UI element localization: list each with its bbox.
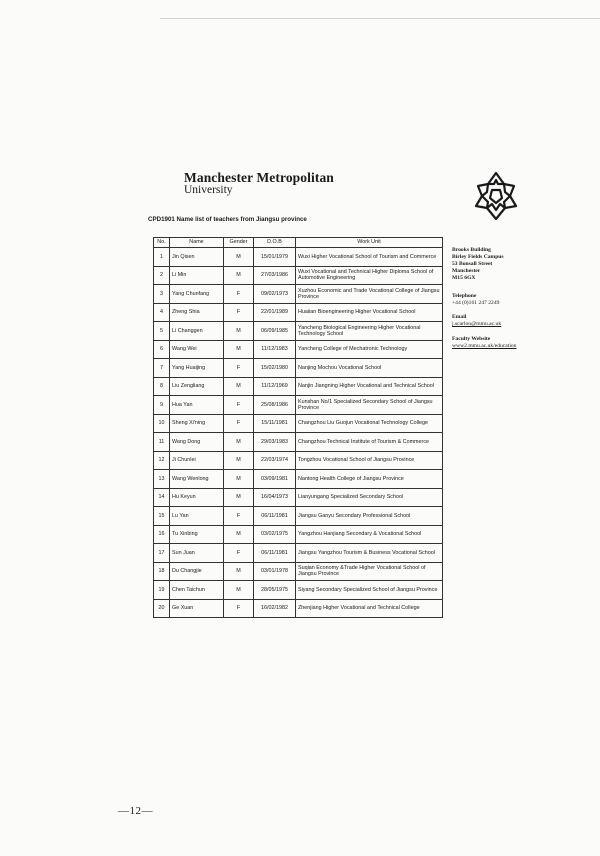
cell-dob: 11/12/1969 (254, 377, 296, 396)
cell-dob: 27/03/1986 (254, 266, 296, 285)
logo-line-1: Manchester Metropolitan (184, 170, 334, 185)
cell-no: 14 (154, 488, 170, 507)
address-block (452, 247, 504, 282)
cell-gender: F (224, 414, 254, 433)
table-row (154, 340, 443, 359)
cell-no: 19 (154, 581, 170, 600)
cell-no: 6 (154, 340, 170, 359)
university-crest-icon (470, 170, 522, 222)
cell-no: 1 (154, 248, 170, 267)
cell-dob: 03/01/1978 (254, 562, 296, 581)
cell-dob: 22/01/1989 (254, 303, 296, 322)
cell-name: Zheng Shia (170, 303, 224, 322)
telephone-label: Telephone (452, 293, 477, 299)
table-row (154, 266, 443, 285)
table-row (154, 359, 443, 378)
table-row (154, 433, 443, 452)
cell-gender: M (224, 377, 254, 396)
cell-gender: M (224, 266, 254, 285)
document-title: CPD1901 Name list of teachers from Jiangsu province (148, 216, 307, 223)
cell-name: Li Min (170, 266, 224, 285)
cell-dob: 29/03/1983 (254, 433, 296, 452)
cell-work-unit: Yancheng Biological Engineering Higher Vocational Technology School (296, 322, 443, 341)
cell-gender: M (224, 433, 254, 452)
cell-dob: 16/02/1982 (254, 599, 296, 618)
address-line: 53 Bonsall Street (452, 260, 493, 267)
table-header-row (154, 238, 443, 248)
cell-name: Li Changgen (170, 322, 224, 341)
table-row (154, 396, 443, 415)
cell-no: 5 (154, 322, 170, 341)
header-no: No. (154, 238, 170, 248)
table-row (154, 285, 443, 304)
cell-name: Tu Xinbing (170, 525, 224, 544)
cell-no: 20 (154, 599, 170, 618)
table-row (154, 248, 443, 267)
header-name: Name (170, 238, 224, 248)
cell-work-unit: Nanjin Jiangning Higher Vocational and Technical School (296, 377, 443, 396)
teachers-table (153, 237, 443, 618)
cell-dob: 03/09/1981 (254, 470, 296, 489)
cell-gender: F (224, 507, 254, 526)
cell-name: Chen Taichun (170, 581, 224, 600)
cell-no: 7 (154, 359, 170, 378)
cell-work-unit: Jiangsu Ganyu Secondary Professional School (296, 507, 443, 526)
cell-no: 13 (154, 470, 170, 489)
page-number: —12— (118, 805, 153, 817)
email-block (452, 314, 501, 328)
email-link[interactable]: j.scarlon@mmu.ac.uk (452, 320, 502, 327)
cell-gender: M (224, 581, 254, 600)
cell-gender: F (224, 359, 254, 378)
cell-gender: M (224, 451, 254, 470)
cell-no: 8 (154, 377, 170, 396)
cell-name: Yang Chunfang (170, 285, 224, 304)
cell-gender: F (224, 544, 254, 563)
cell-dob: 03/02/1975 (254, 525, 296, 544)
cell-gender: M (224, 470, 254, 489)
table-row (154, 507, 443, 526)
cell-name: Sun Juan (170, 544, 224, 563)
table-row (154, 562, 443, 581)
cell-name: Liu Zengliang (170, 377, 224, 396)
cell-dob: 28/05/1975 (254, 581, 296, 600)
cell-gender: M (224, 488, 254, 507)
cell-no: 17 (154, 544, 170, 563)
cell-work-unit: Xuzhou Economic and Trade Vocational College of Jiangsu Province (296, 285, 443, 304)
cell-name: Wang Dong (170, 433, 224, 452)
table-row (154, 414, 443, 433)
cell-no: 12 (154, 451, 170, 470)
cell-no: 4 (154, 303, 170, 322)
cell-no: 18 (154, 562, 170, 581)
cell-gender: F (224, 396, 254, 415)
table-row (154, 377, 443, 396)
cell-work-unit: Nantong Health College of Jiangsu Province (296, 470, 443, 489)
cell-work-unit: Jiangsu Yangzhou Tourism & Business Vocational School (296, 544, 443, 563)
cell-work-unit: Wuxi Vocational and Technical Higher Diploma School of Automotive Engineering (296, 266, 443, 285)
cell-work-unit: Changzhou Liu Guojun Vocational Technology College (296, 414, 443, 433)
cell-work-unit: Changzhou Technical Institute of Tourism & Commerce (296, 433, 443, 452)
cell-gender: M (224, 562, 254, 581)
cell-dob: 15/01/1979 (254, 248, 296, 267)
cell-dob: 22/03/1974 (254, 451, 296, 470)
cell-work-unit: Zhenjiang Higher Vocational and Technical College (296, 599, 443, 618)
cell-dob: 06/09/1985 (254, 322, 296, 341)
website-link[interactable]: www2.mmu.ac.uk/education (452, 342, 517, 349)
table-row (154, 599, 443, 618)
table-row (154, 581, 443, 600)
cell-name: Wang Wei (170, 340, 224, 359)
cell-no: 3 (154, 285, 170, 304)
table-row (154, 322, 443, 341)
cell-work-unit: Lianyungang Specialized Secondary School (296, 488, 443, 507)
address-line: Manchester (452, 267, 481, 274)
cell-gender: M (224, 525, 254, 544)
cell-gender: F (224, 303, 254, 322)
cell-dob: 15/11/1981 (254, 414, 296, 433)
table-row (154, 525, 443, 544)
cell-name: Ji Chunlei (170, 451, 224, 470)
table-row (154, 470, 443, 489)
cell-work-unit: Siyang Secondary Specialized School of Jiangsu Province (296, 581, 443, 600)
scan-edge-line (160, 18, 600, 19)
cell-dob: 25/08/1986 (254, 396, 296, 415)
cell-work-unit: Yancheng College of Mechatronic Technology (296, 340, 443, 359)
cell-gender: M (224, 248, 254, 267)
university-logo-text (184, 170, 334, 196)
cell-gender: F (224, 285, 254, 304)
address-line: Birley Fields Campus (452, 253, 504, 260)
cell-name: Hu Keyun (170, 488, 224, 507)
cell-no: 16 (154, 525, 170, 544)
cell-name: Lu Yan (170, 507, 224, 526)
cell-name: Ge Xuan (170, 599, 224, 618)
cell-name: Hua Yan (170, 396, 224, 415)
cell-work-unit: Suqian Economy &Trade Higher Vocational School of Jiangsu Province (296, 562, 443, 581)
cell-no: 15 (154, 507, 170, 526)
cell-work-unit: Nanjing Mochou Vocational School (296, 359, 443, 378)
cell-name: Jin Qisen (170, 248, 224, 267)
table-row (154, 544, 443, 563)
cell-name: Sheng Xi'ning (170, 414, 224, 433)
cell-name: Wang Wenlong (170, 470, 224, 489)
table-row (154, 451, 443, 470)
cell-no: 11 (154, 433, 170, 452)
cell-work-unit: Tongzhou Vocational School of Jiangsu Province (296, 451, 443, 470)
cell-dob: 16/04/1973 (254, 488, 296, 507)
header-gender: Gender (224, 238, 254, 248)
telephone-number: +44 (0)161 247 2249 (452, 299, 500, 306)
cell-gender: M (224, 322, 254, 341)
cell-dob: 06/11/1981 (254, 507, 296, 526)
cell-dob: 09/02/1973 (254, 285, 296, 304)
website-block (452, 336, 516, 350)
cell-dob: 15/02/1980 (254, 359, 296, 378)
website-label: Faculty Website (452, 336, 491, 342)
cell-gender: M (224, 340, 254, 359)
cell-work-unit: Wuxi Higher Vocational School of Tourism and Commerce (296, 248, 443, 267)
cell-gender: F (224, 599, 254, 618)
cell-dob: 06/11/1981 (254, 544, 296, 563)
telephone-block (452, 293, 499, 307)
cell-name: Du Changjie (170, 562, 224, 581)
email-label: Email (452, 314, 467, 320)
cell-work-unit: Yangzhou Hanjiang Secondary & Vocational School (296, 525, 443, 544)
cell-no: 2 (154, 266, 170, 285)
cell-work-unit: Kunshan No/1 Specialized Secondary School of Jiangsu Province (296, 396, 443, 415)
header-work-unit: Work Unit (296, 238, 443, 248)
table-row (154, 488, 443, 507)
address-line: Brooks Building (452, 247, 491, 253)
cell-no: 10 (154, 414, 170, 433)
table-row (154, 303, 443, 322)
cell-no: 9 (154, 396, 170, 415)
cell-dob: 11/12/1983 (254, 340, 296, 359)
logo-line-2: University (184, 184, 233, 196)
cell-name: Yang Huaijing (170, 359, 224, 378)
cell-work-unit: Huaiian Bioengineering Higher Vocational School (296, 303, 443, 322)
header-dob: D.O.B (254, 238, 296, 248)
address-line: M15 6GX (452, 274, 476, 281)
